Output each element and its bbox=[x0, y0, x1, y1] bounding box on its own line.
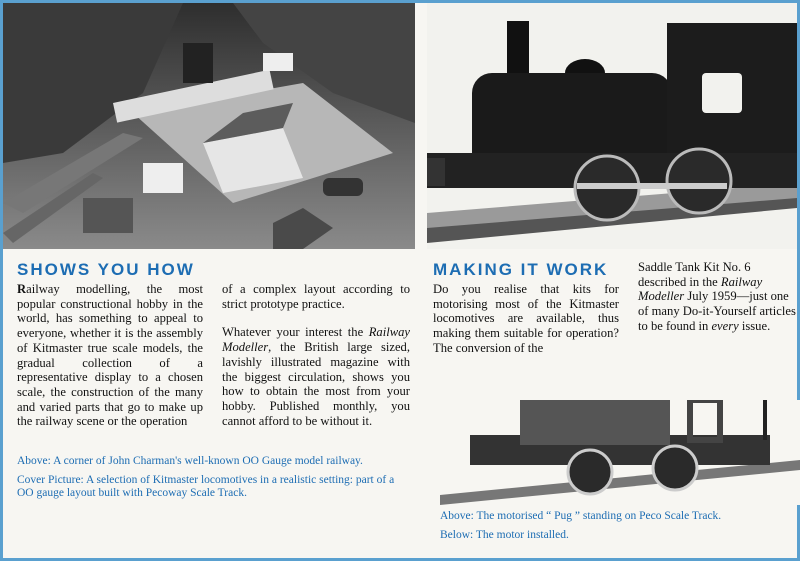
left-heading: SHOWS YOU HOW bbox=[17, 260, 195, 279]
left-col-1-text: ailway modelling, the most popular constructional hobby in the world, has something to appeal to everyone, whether it is the assembly of Kitmaster true scale models, the gradual collection of a representative display to a chosen scale, the construction of the many and varied parts that go to make up the railway scene or the operation bbox=[17, 282, 203, 429]
left-col-2 bbox=[222, 282, 410, 442]
caption-cover-picture: Cover Picture: A selection of Kitmaster locomotives in a realistic setting: part of a OO gauge layout built with Pecoway Scale Track. bbox=[17, 474, 395, 499]
right-col-2: Saddle Tank Kit No. 6 described in the Railway Modeller July 1959—just one of many Do-it-Yourself articles to be found in every issue. bbox=[638, 260, 796, 333]
left-col-1 bbox=[17, 282, 203, 443]
left-col-2-p1: of a complex layout according to strict prototype practice. bbox=[222, 282, 410, 311]
right-col-1: Do you realise that kits for motorising most of the Kitmaster locomotives are available, thus making them suitable for operation? The conversion of the bbox=[433, 282, 619, 355]
left-col-2-p2: Whatever your interest the Railway Modeller, the British large sized, lavishly illustrated magazine with the biggest circulation, shows you how to obtain the most from your hobby. Published monthly, you cannot afford to be without it. bbox=[222, 325, 410, 428]
caption-above-right: Above: The motorised “ Pug ” standing on Peco Scale Track. bbox=[440, 510, 722, 522]
caption-below-right: Below: The motor installed. bbox=[440, 529, 569, 541]
model-railway-layout-photo bbox=[3, 3, 415, 249]
caption-above-left: Above: A corner of John Charman's well-known OO Gauge model railway. bbox=[17, 455, 363, 467]
drop-cap: R bbox=[17, 282, 27, 296]
right-heading: MAKING IT WORK bbox=[433, 260, 609, 279]
left-captions bbox=[17, 455, 412, 506]
right-captions bbox=[440, 510, 795, 548]
saddle-tank-locomotive-photo bbox=[427, 3, 797, 249]
motorised-chassis-photo bbox=[440, 400, 800, 505]
